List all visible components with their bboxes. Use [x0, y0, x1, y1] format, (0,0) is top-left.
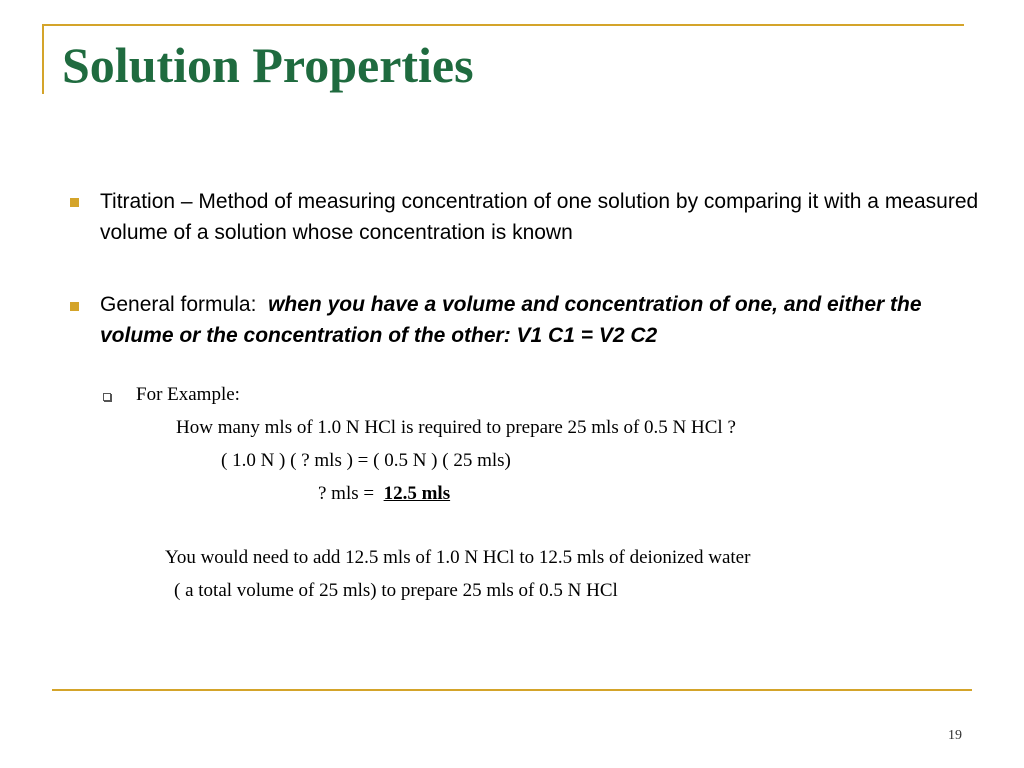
bullet-titration: Titration – Method of measuring concentration of one solution by comparing it with a measured volume of a solution whose concentration is known: [100, 190, 979, 244]
slide-title: Solution Properties: [62, 37, 474, 93]
result-value: 12.5 mls: [383, 483, 451, 504]
bullet-marker: [70, 198, 79, 207]
example-equation: ( 1.0 N ) ( ? mls ) = ( 0.5 N ) ( 25 mls): [221, 450, 511, 471]
conclusion-line-1: You would need to add 12.5 mls of 1.0 N HCl to 12.5 mls of deionized water: [165, 547, 751, 568]
page-number: 19: [948, 728, 962, 743]
example-label: For Example:: [136, 384, 240, 405]
example-question: How many mls of 1.0 N HCl is required to prepare 25 mls of 0.5 N HCl ?: [176, 417, 736, 438]
formula-lead: General formula:: [100, 293, 257, 316]
example-result: [318, 483, 450, 506]
result-lead: ? mls =: [318, 483, 375, 504]
conclusion-line-2: ( a total volume of 25 mls) to prepare 25 mls of 0.5 N HCl: [174, 580, 618, 601]
formula-emphasis: when you have a volume and concentration of one, and either the volume or the concentration of the other: V1 C1 = V2 C2: [100, 293, 922, 347]
bullet-marker: [70, 302, 79, 311]
frame-left-rule: [42, 24, 44, 94]
footer-rule: [52, 689, 972, 691]
bullet-general-formula: [100, 289, 980, 351]
frame-top-rule: [42, 24, 964, 26]
sub-bullet-marker: [103, 393, 111, 401]
